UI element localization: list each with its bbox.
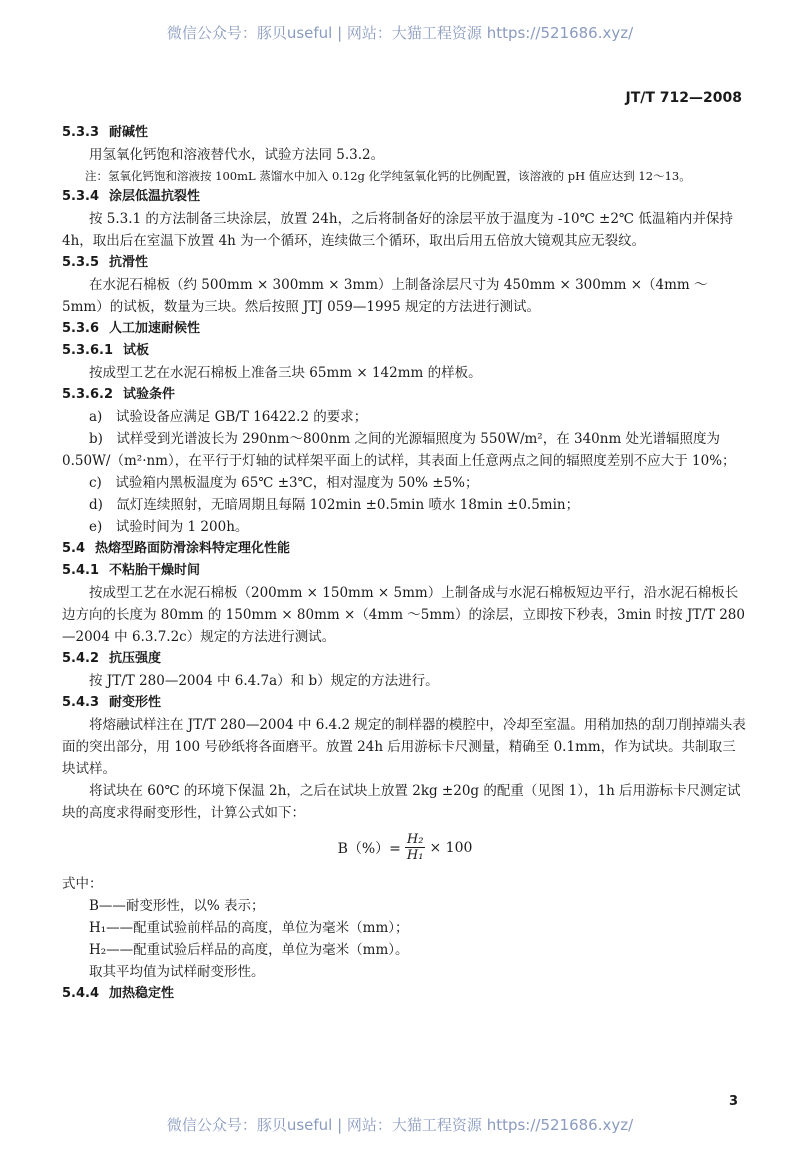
watermark-bottom: 微信公众号：豚贝useful | 网站：大猫工程资源 https://521686.xyz/ bbox=[166, 1116, 634, 1134]
list-item-b: b) 试样受到光谱波长为 290nm～800nm 之间的光源辐照度为 550W/m²，在 340nm 处光谱辐照度为 0.50W/（m²·nm），在平行于灯轴的试样架平面上的试样，其表面上任意两点之间的辐照度差别不应大于 10%； bbox=[62, 431, 736, 469]
formula-left: B（%）= bbox=[337, 840, 401, 857]
heading-5-3-4: 5.3.4 涂层低温抗裂性 bbox=[62, 189, 201, 204]
standard-code: JT/T 712—2008 bbox=[625, 90, 742, 106]
formula-numerator: H₂ bbox=[406, 832, 424, 847]
paragraph-5-4-2: 按 JT/T 280—2004 中 6.4.7a）和 b）规定的方法进行。 bbox=[89, 673, 439, 689]
paragraph-5-3-5: 在水泥石棉板（约 500mm × 300mm × 3mm）上制备涂层尺寸为 450mm × 300mm ×（4mm ～5mm）的试板，数量为三块。然后按照 JTJ 059—1995 规定的方法进行测试。 bbox=[62, 277, 708, 315]
heading-5-3-6-1: 5.3.6.1 试板 bbox=[62, 343, 150, 358]
definition-h2: H₂——配重试验后样品的高度，单位为毫米（mm）。 bbox=[89, 942, 409, 958]
note-5-3-3: 注：氢氧化钙饱和溶液按 100mL 蒸馏水中加入 0.12g 化学纯氢氧化钙的比例配置，该溶液的 pH 值应达到 12～13。 bbox=[85, 169, 691, 183]
heading-5-4-2: 5.4.2 抗压强度 bbox=[62, 651, 162, 666]
paragraph-5-4-1: 按成型工艺在水泥石棉板（200mm × 150mm × 5mm）上制备成与水泥石棉板短边平行，沿水泥石棉板长边方向的长度为 80mm 的 150mm × 80mm ×（4mm ～5mm）的涂层，立即按下秒表，3min 时按 JT/T 280—2004 中 6.3.7.2c）规定的方法进行测试。 bbox=[62, 585, 745, 645]
paragraph-average: 取其平均值为试样耐变形性。 bbox=[89, 964, 265, 980]
paragraph-5-3-3: 用氢氧化钙饱和溶液替代水，试验方法同 5.3.2。 bbox=[89, 147, 385, 163]
paragraph-5-4-3-b: 将试块在 60℃ 的环境下保温 2h，之后在试块上放置 2kg ±20g 的配重（见图 1），1h 后用游标卡尺测定试块的高度求得耐变形性，计算公式如下： bbox=[62, 783, 741, 821]
definition-b: B——耐变形性，以% 表示； bbox=[89, 898, 265, 914]
heading-5-3-6: 5.3.6 人工加速耐候性 bbox=[62, 321, 201, 336]
list-item-d: d) 氙灯连续照射，无暗周期且每隔 102min ±0.5min 喷水 18min ±0.5min； bbox=[89, 497, 580, 513]
watermark-top: 微信公众号：豚贝useful | 网站：大猫工程资源 https://521686.xyz/ bbox=[166, 24, 634, 42]
heading-5-3-6-2: 5.3.6.2 试验条件 bbox=[62, 387, 176, 402]
paragraph-5-4-3-a: 将熔融试样注在 JT/T 280—2004 中 6.4.2 规定的制样器的模腔中，冷却至室温。用稍加热的刮刀削掉端头表面的突出部分，用 100 号砂纸将各面磨平。放置 24h 后用游标卡尺测量，精确至 0.1mm，作为试块。共制取三块试样。 bbox=[62, 717, 746, 777]
formula bbox=[62, 832, 748, 863]
heading-5-4-4: 5.4.4 加热稳定性 bbox=[62, 986, 175, 1001]
list-item-c: c) 试验箱内黑板温度为 65℃ ±3℃，相对湿度为 50% ±5%； bbox=[89, 475, 479, 491]
heading-5-4-3: 5.4.3 耐变形性 bbox=[62, 695, 162, 710]
formula-fraction bbox=[405, 832, 426, 863]
document-body bbox=[62, 122, 748, 1005]
where-label: 式中： bbox=[62, 876, 103, 892]
paragraph-5-3-4: 按 5.3.1 的方法制备三块涂层，放置 24h，之后将制备好的涂层平放于温度为 -10℃ ±2℃ 低温箱内并保持 4h，取出后在室温下放置 4h 为一个循环，连续做三个循环，取出后用五倍放大镜观其应无裂纹。 bbox=[62, 211, 733, 249]
paragraph-5-3-6-1: 按成型工艺在水泥石棉板上准备三块 65mm × 142mm 的样板。 bbox=[89, 365, 482, 381]
page-number: 3 bbox=[728, 1094, 738, 1109]
definition-h1: H₁——配重试验前样品的高度，单位为毫米（mm）； bbox=[89, 920, 409, 936]
heading-5-3-3: 5.3.3 耐碱性 bbox=[62, 125, 149, 140]
heading-5-3-5: 5.3.5 抗滑性 bbox=[62, 255, 149, 270]
formula-denominator: H₁ bbox=[406, 848, 424, 863]
list-item-a: a) 试验设备应满足 GB/T 16422.2 的要求； bbox=[89, 409, 368, 425]
heading-5-4: 5.4 热熔型路面防滑涂料特定理化性能 bbox=[62, 541, 291, 556]
formula-right: × 100 bbox=[429, 839, 473, 856]
list-item-e: e) 试验时间为 1 200h。 bbox=[89, 519, 249, 535]
heading-5-4-1: 5.4.1 不粘胎干燥时间 bbox=[62, 563, 201, 578]
